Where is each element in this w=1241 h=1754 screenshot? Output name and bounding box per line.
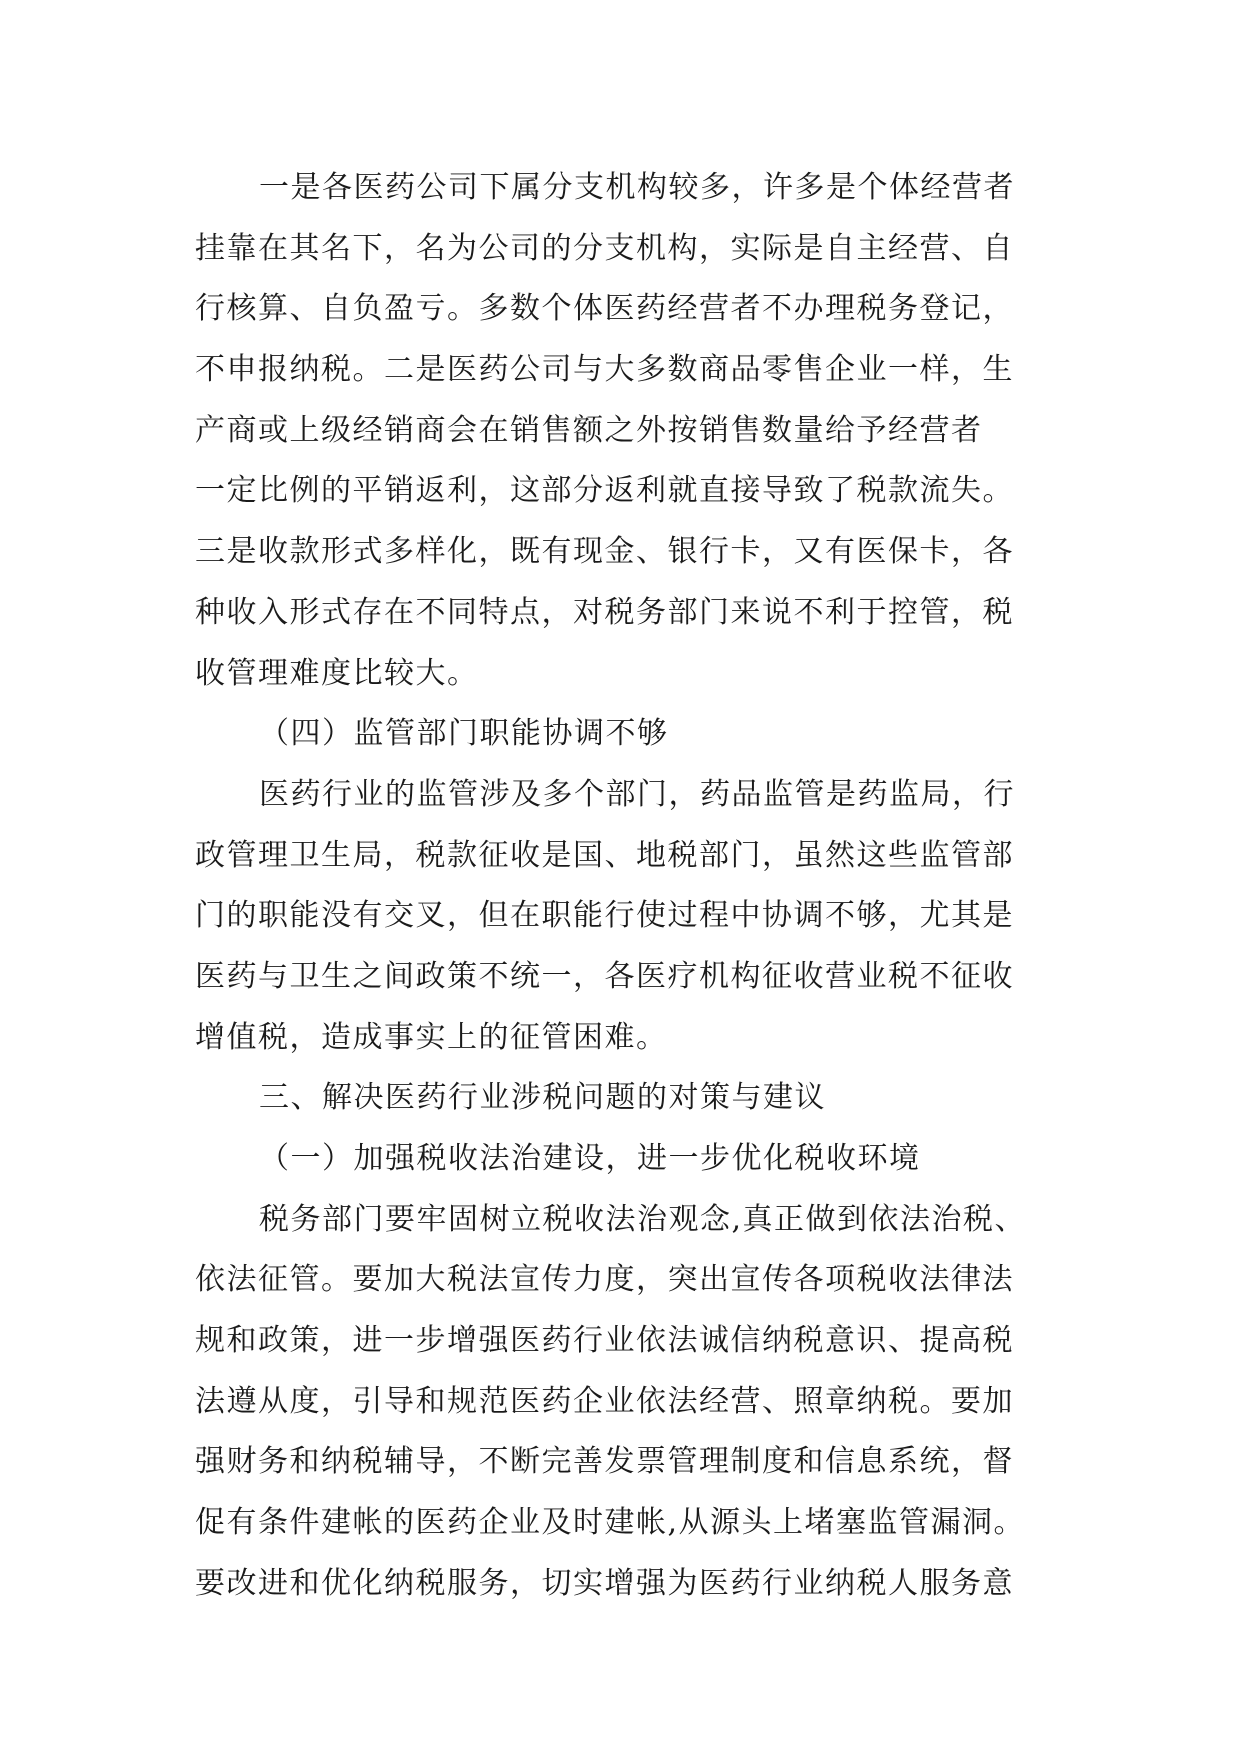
text-line: 税务部门要牢固树立税收法治观念,真正做到依法治税、 <box>259 1201 1027 1237</box>
text-line: 促有条件建帐的医药企业及时建帐,从源头上堵塞监管漏洞。 <box>195 1505 1026 1541</box>
text-line: 一是各医药公司下属分支机构较多，许多是个体经营者 <box>259 170 1015 205</box>
text-line: 门的职能没有交叉，但在职能行使过程中协调不够，尤其是 <box>195 898 1014 934</box>
text-line: 行核算、自负盈亏。多数个体医药经营者不办理税务登记， <box>195 291 1014 327</box>
text-line: 产商或上级经销商会在销售额之外按销售数量给予经营者 <box>195 412 983 448</box>
text-line: 规和政策，进一步增强医药行业依法诚信纳税意识、提高税 <box>195 1323 1014 1359</box>
body-text <box>195 158 1070 1615</box>
text-line: 医药行业的监管涉及多个部门，药品监管是药监局，行 <box>259 776 1015 812</box>
text-line: 医药与卫生之间政策不统一，各医疗机构征收营业税不征收 <box>195 958 1014 994</box>
text-line: 收管理难度比较大。 <box>195 655 479 691</box>
text-line: 政管理卫生局，税款征收是国、地税部门，虽然这些监管部 <box>195 837 1014 873</box>
text-line: 要改进和优化纳税服务，切实增强为医药行业纳税人服务意 <box>195 1565 1014 1601</box>
text-line: 挂靠在其名下，名为公司的分支机构，实际是自主经营、自 <box>195 230 1014 266</box>
section-heading: （一）加强税收法治建设，进一步优化税收环境 <box>259 1141 921 1176</box>
text-line: 种收入形式存在不同特点，对税务部门来说不利于控管，税 <box>195 594 1014 630</box>
text-line: 不申报纳税。二是医药公司与大多数商品零售企业一样，生 <box>195 352 1014 388</box>
section-heading: （四）监管部门职能协调不够 <box>259 716 669 752</box>
text-line: 强财务和纳税辅导，不断完善发票管理制度和信息系统，督 <box>195 1444 1014 1480</box>
text-line: 三是收款形式多样化，既有现金、银行卡，又有医保卡，各 <box>195 534 1014 570</box>
text-line: 一定比例的平销返利，这部分返利就直接导致了税款流失。 <box>195 473 1014 509</box>
text-line: 法遵从度，引导和规范医药企业依法经营、照章纳税。要加 <box>195 1383 1014 1419</box>
text-line: 依法征管。要加大税法宣传力度，突出宣传各项税收法律法 <box>195 1262 1014 1298</box>
chapter-heading: 三、解决医药行业涉税问题的对策与建议 <box>259 1080 826 1116</box>
text-line: 增值税，造成事实上的征管困难。 <box>195 1019 668 1055</box>
